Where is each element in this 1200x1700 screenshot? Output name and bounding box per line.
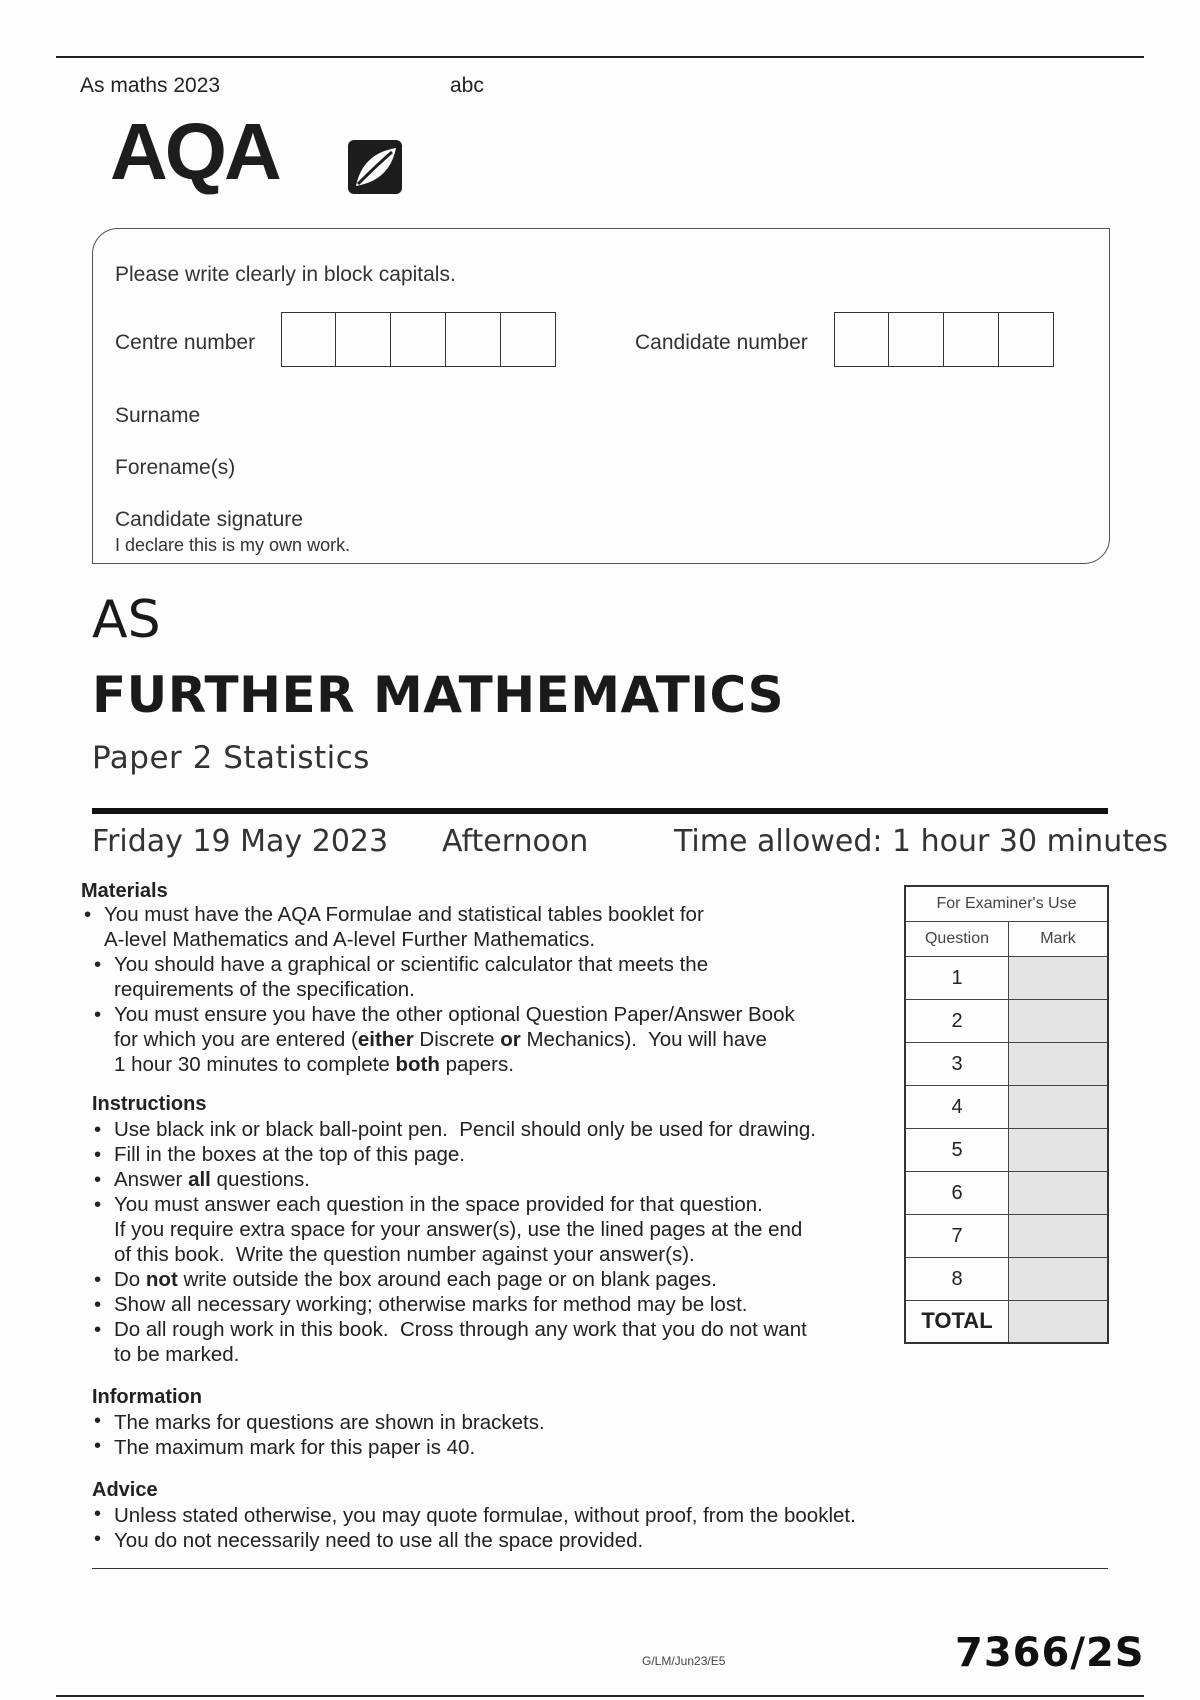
instructions-item: • Show all necessary working; otherwise marks for method may be lost. <box>94 1293 748 1316</box>
instructions-item: • Fill in the boxes at the top of this page. <box>94 1143 465 1166</box>
bullet-dot: • <box>94 1435 102 1457</box>
mark-cell <box>1009 1043 1109 1086</box>
examiner-use-table <box>904 885 1109 1344</box>
mark-cell <box>1009 1215 1109 1258</box>
leaf-icon <box>346 138 404 196</box>
centre-digit-box[interactable] <box>391 312 446 367</box>
candidate-digit-box[interactable] <box>889 312 944 367</box>
examiner-row <box>905 1215 1108 1258</box>
examiner-row <box>905 1172 1108 1215</box>
question-column-header: Question <box>905 922 1009 957</box>
bottom-divider <box>92 1568 1108 1569</box>
examiner-row <box>905 1086 1108 1129</box>
instructions-heading: Instructions <box>92 1093 207 1115</box>
materials-item: • You must ensure you have the other optional Question Paper/Answer Book for which you are entered (either Discrete or Mechanics). You will have 1 hour 30 minutes to complete both papers. <box>94 1003 795 1076</box>
candidate-digit-box[interactable] <box>999 312 1054 367</box>
centre-number-field[interactable] <box>281 312 556 367</box>
question-number: 7 <box>905 1215 1009 1258</box>
exam-session: Afternoon <box>442 824 589 859</box>
question-number: 8 <box>905 1258 1009 1301</box>
subject-title: FURTHER MATHEMATICS <box>92 666 785 724</box>
header-note-mid: abc <box>450 74 484 97</box>
qualification-level: AS <box>92 590 161 650</box>
mark-cell <box>1009 1086 1109 1129</box>
examiner-row <box>905 1258 1108 1301</box>
question-number: 1 <box>905 957 1009 1000</box>
instructions-item: • You must answer each question in the space provided for that question. If you require extra space for your answer(s), use the lined pages at the end of this book. Write the question number against your answer(s). <box>94 1193 803 1266</box>
centre-number-label: Centre number <box>115 331 256 354</box>
advice-heading: Advice <box>92 1479 158 1501</box>
total-mark-cell <box>1009 1301 1109 1343</box>
declaration-text: I declare this is my own work. <box>115 535 351 555</box>
question-number: 2 <box>905 1000 1009 1043</box>
bottom-rule <box>56 1695 1144 1697</box>
document-reference: G/LM/Jun23/E5 <box>642 1654 726 1668</box>
question-number: 6 <box>905 1172 1009 1215</box>
forename-label: Forename(s) <box>115 456 236 479</box>
exam-date: Friday 19 May 2023 <box>92 824 389 859</box>
centre-digit-box[interactable] <box>501 312 556 367</box>
bullet-dot: • <box>94 1503 102 1525</box>
candidate-digit-box[interactable] <box>834 312 889 367</box>
question-number: 5 <box>905 1129 1009 1172</box>
mark-cell <box>1009 1172 1109 1215</box>
candidate-digit-box[interactable] <box>944 312 999 367</box>
question-number: 4 <box>905 1086 1009 1129</box>
candidate-details-box <box>92 228 1110 564</box>
centre-digit-box[interactable] <box>446 312 501 367</box>
top-rule <box>56 56 1144 58</box>
signature-label: Candidate signature <box>115 508 303 531</box>
centre-digit-box[interactable] <box>336 312 391 367</box>
instructions-item: • Do not write outside the box around each page or on blank pages. <box>94 1268 717 1291</box>
materials-item: • You should have a graphical or scientific calculator that meets the requirements of the specification. <box>94 953 709 1001</box>
header-note-left: As maths 2023 <box>80 74 221 97</box>
mark-cell <box>1009 957 1109 1000</box>
centre-digit-box[interactable] <box>281 312 336 367</box>
examiner-row <box>905 1000 1108 1043</box>
examiner-row <box>905 1043 1108 1086</box>
examiner-row <box>905 1129 1108 1172</box>
bullet-dot: • <box>94 1410 102 1432</box>
paper-code: 7366/2S <box>955 1630 1145 1676</box>
advice-item: Unless stated otherwise, you may quote formulae, without proof, from the booklet. <box>114 1504 856 1527</box>
bullet-dot: • <box>94 1528 102 1550</box>
paper-title: Paper 2 Statistics <box>92 740 370 776</box>
mark-cell <box>1009 1129 1109 1172</box>
candidate-number-label: Candidate number <box>635 331 808 354</box>
instructions-item: • Do all rough work in this book. Cross through any work that you do not want to be marked. <box>94 1318 807 1366</box>
mark-cell <box>1009 1258 1109 1301</box>
surname-label: Surname <box>115 404 201 427</box>
block-capitals-instruction: Please write clearly in block capitals. <box>115 263 456 286</box>
information-item: The marks for questions are shown in brackets. <box>114 1411 545 1434</box>
candidate-number-field[interactable] <box>834 312 1054 367</box>
instructions-item: • Answer all questions. <box>94 1168 311 1191</box>
advice-item: You do not necessarily need to use all the space provided. <box>114 1529 644 1552</box>
time-allowed: Time allowed: 1 hour 30 minutes <box>674 824 1169 859</box>
materials-heading: Materials <box>81 880 168 902</box>
title-divider <box>92 808 1108 814</box>
logo-text: AQA <box>110 107 279 196</box>
mark-cell <box>1009 1000 1109 1043</box>
mark-column-header: Mark <box>1009 922 1109 957</box>
examiner-row <box>905 957 1108 1000</box>
examiner-table-rows <box>905 957 1108 1301</box>
instructions-item: • Use black ink or black ball-point pen. Pencil should only be used for drawing. <box>94 1118 816 1141</box>
examiner-table-title: For Examiner's Use <box>905 886 1108 922</box>
question-number: 3 <box>905 1043 1009 1086</box>
total-label: TOTAL <box>905 1301 1009 1343</box>
information-item: The maximum mark for this paper is 40. <box>114 1436 476 1459</box>
information-heading: Information <box>92 1386 202 1408</box>
aqa-logo <box>110 107 410 202</box>
materials-item: • You must have the AQA Formulae and statistical tables booklet for A-level Mathematics and A-level Further Mathematics. <box>84 903 704 951</box>
